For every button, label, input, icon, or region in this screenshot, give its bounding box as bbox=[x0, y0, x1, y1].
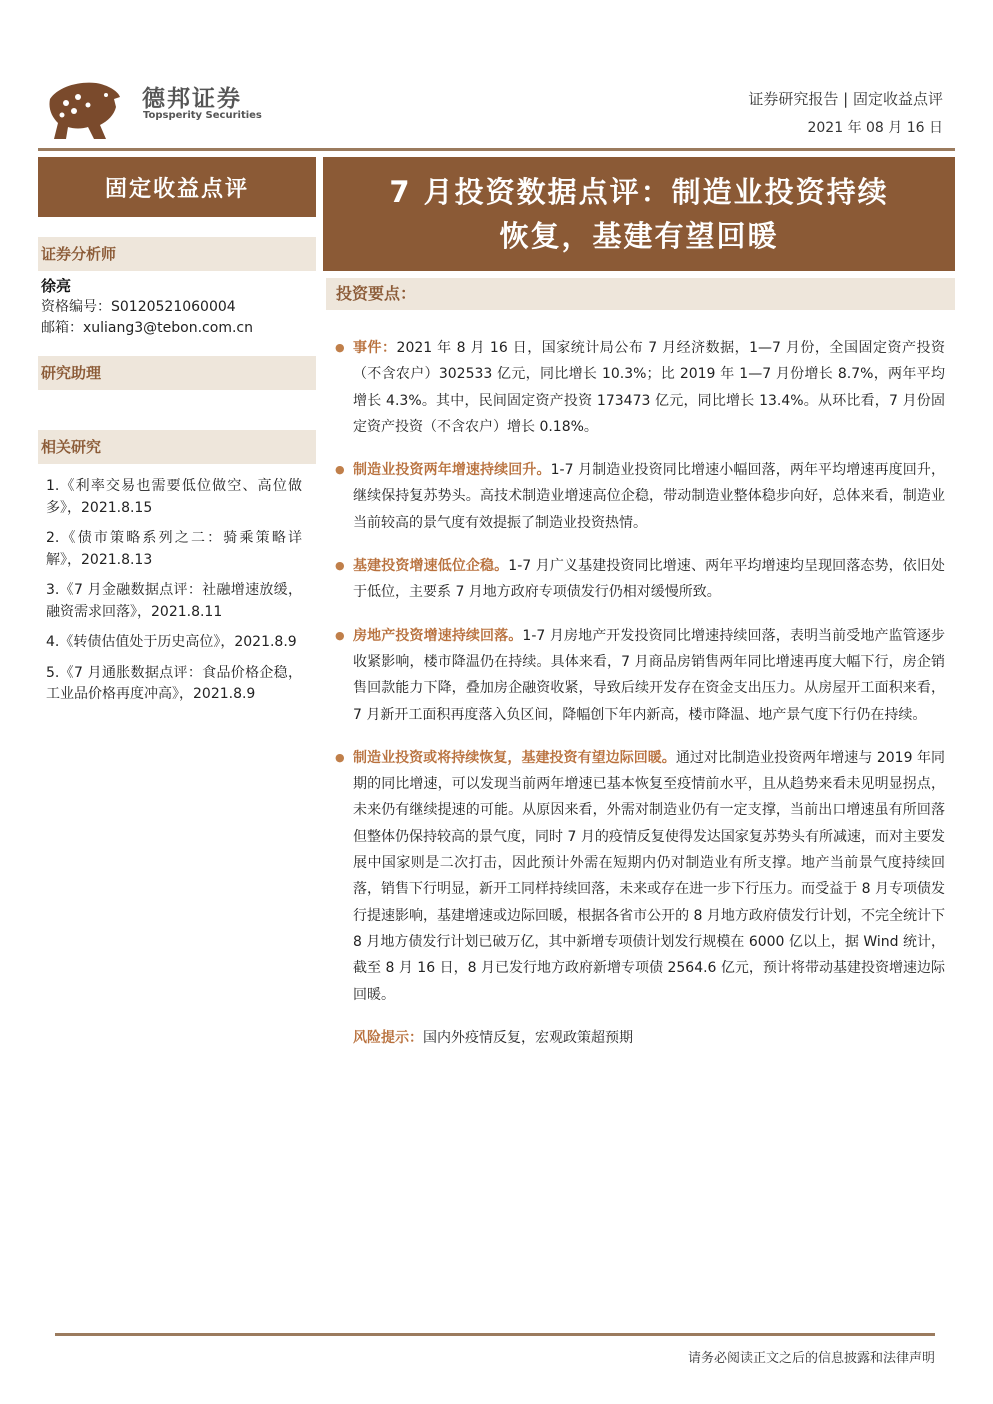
company-logo bbox=[44, 73, 122, 141]
related-research-list bbox=[46, 476, 302, 715]
report-title-line2: 恢复，基建有望回暖 bbox=[499, 219, 779, 253]
key-points-body bbox=[335, 335, 945, 1051]
analyst-email: 邮箱：xuliang3@tebon.com.cn bbox=[41, 320, 253, 336]
report-date: 2021 年 08 月 16 日 bbox=[807, 120, 943, 136]
related-research-item[interactable]: 3.《7 月金融数据点评：社融增速放缓，融资需求回落》，2021.8.11 bbox=[46, 582, 302, 620]
key-point-paragraph bbox=[335, 553, 945, 606]
brand-name-cn: 德邦证券 bbox=[142, 86, 242, 112]
category-banner: 固定收益点评 bbox=[38, 157, 316, 217]
report-title-line1: 7 月投资数据点评：制造业投资持续 bbox=[389, 175, 889, 209]
report-type: 证券研究报告 | 固定收益点评 bbox=[748, 90, 943, 108]
related-research-heading: 相关研究 bbox=[38, 430, 316, 464]
key-points-heading: 投资要点： bbox=[326, 278, 955, 310]
risk-warning-lead: 风险提示： bbox=[353, 1029, 423, 1046]
key-point-lead: 事件： bbox=[353, 340, 397, 356]
assistant-heading: 研究助理 bbox=[38, 356, 316, 390]
key-point-paragraph bbox=[335, 745, 945, 1008]
key-point-text: 通过对比制造业投资两年增速与 2019 年同期的同比增速，可以发现当前两年增速已基本恢复至疫情前水平，且从趋势来看未见明显拐点，未来仍有继续提速的可能。从原因来看，外需对制造业仍有一定支撑，当前出口增速虽有所回落但整体仍保持较高的景气度，同时 7 月的疫情反复使得发达国家复苏势头有所减速，而对主要发展中国家则是二次打击，因此预计外需在短期内仍对制造业有所支撑。地产当前景气度持续回落，销售下行明显，新开工同样持续回落，未来或存在进一步下行压力。而受益于 8 月专项债发行提速影响，基建增速或边际回暖，根据各省市公开的 8 月地方政府债发行计划，不完全统计下 8 月地方债发行计划已破万亿，其中新增专项债计划发行规模在 6000 亿以上，据 Wind 统计，截至 8 月 16 日，8 月已发行地方政府新增专项债 2564.6 亿元，预计将带动基建投资增速边际回暖。 bbox=[353, 749, 945, 1003]
footer-disclaimer: 请务必阅读正文之后的信息披露和法律声明 bbox=[687, 1351, 935, 1366]
key-point-text: 1-7 月制造业投资同比增速小幅回落，两年平均增速再度回升，继续保持复苏势头。高技术制造业增速高位企稳，带动制造业整体稳步向好，总体来看，制造业当前较高的景气度有效提振了制造业投资热情。 bbox=[353, 462, 945, 531]
key-point-text: 1-7 月广义基建投资同比增速、两年平均增速均呈现回落态势，依旧处于低位，主要系 7 月地方政府专项债发行仍相对缓慢所致。 bbox=[353, 558, 945, 601]
key-point-text: 2021 年 8 月 16 日，国家统计局公布 7 月经济数据，1—7 月份，全国固定资产投资（不含农户）302533 亿元，同比增长 10.3%；比 2019 年 1—7 月份增长 8.7%，两年平均增长 4.3%。其中，民间固定资产投资 173473 亿元，同比增长 13.4%。从环比看，7 月份固定资产投资（不含农户）增长 0.18%。 bbox=[353, 340, 945, 435]
related-research-item[interactable]: 2.《债市策略系列之二：骑乘策略详解》，2021.8.13 bbox=[46, 530, 302, 568]
bullet-icon: ● bbox=[335, 341, 345, 354]
analyst-heading: 证券分析师 bbox=[38, 237, 316, 271]
key-point-paragraph bbox=[335, 335, 945, 440]
bullet-icon: ● bbox=[335, 559, 345, 573]
key-point-lead: 制造业投资或将持续恢复，基建投资有望边际回暖。 bbox=[353, 749, 676, 766]
analyst-cert-number: 资格编号：S0120521060004 bbox=[41, 299, 236, 315]
key-point-paragraph bbox=[335, 623, 945, 728]
risk-warning bbox=[335, 1025, 945, 1051]
bullet-icon: ● bbox=[335, 463, 345, 477]
analyst-name: 徐亮 bbox=[41, 277, 72, 295]
key-point-lead: 基建投资增速低位企稳。 bbox=[353, 558, 509, 575]
key-point-text: 1-7 月房地产开发投资同比增速持续回落，表明当前受地产监管逐步收紧影响，楼市降温仍在持续。具体来看，7 月商品房销售两年同比增速再度大幅下行，房企销售回款能力下降，叠加房企融资收紧，导致后续开发存在资金支出压力。从房屋开工面积来看，7 月新开工面积再度落入负区间，降幅创下年内新高，楼市降温、地产景气度下行仍在持续。 bbox=[353, 627, 945, 723]
related-research-item[interactable]: 1.《利率交易也需要低位做空、高位做多》，2021.8.15 bbox=[46, 478, 302, 516]
bullet-icon: ● bbox=[335, 750, 345, 764]
risk-warning-text: 国内外疫情反复，宏观政策超预期 bbox=[423, 1029, 633, 1046]
header-divider bbox=[38, 148, 955, 151]
brand-name-en: Topsperity Securities bbox=[143, 110, 262, 121]
report-title bbox=[323, 157, 955, 271]
key-point-lead: 制造业投资两年增速持续回升。 bbox=[353, 462, 551, 479]
related-research-item[interactable]: 4.《转债估值处于历史高位》，2021.8.9 bbox=[46, 634, 297, 650]
bullet-icon: ● bbox=[335, 628, 345, 642]
key-point-paragraph bbox=[335, 457, 945, 536]
related-research-item[interactable]: 5.《7 月通胀数据点评：食品价格企稳，工业品价格再度冲高》，2021.8.9 bbox=[46, 664, 302, 702]
footer-divider bbox=[55, 1333, 935, 1336]
key-point-lead: 房地产投资增速持续回落。 bbox=[353, 627, 523, 644]
